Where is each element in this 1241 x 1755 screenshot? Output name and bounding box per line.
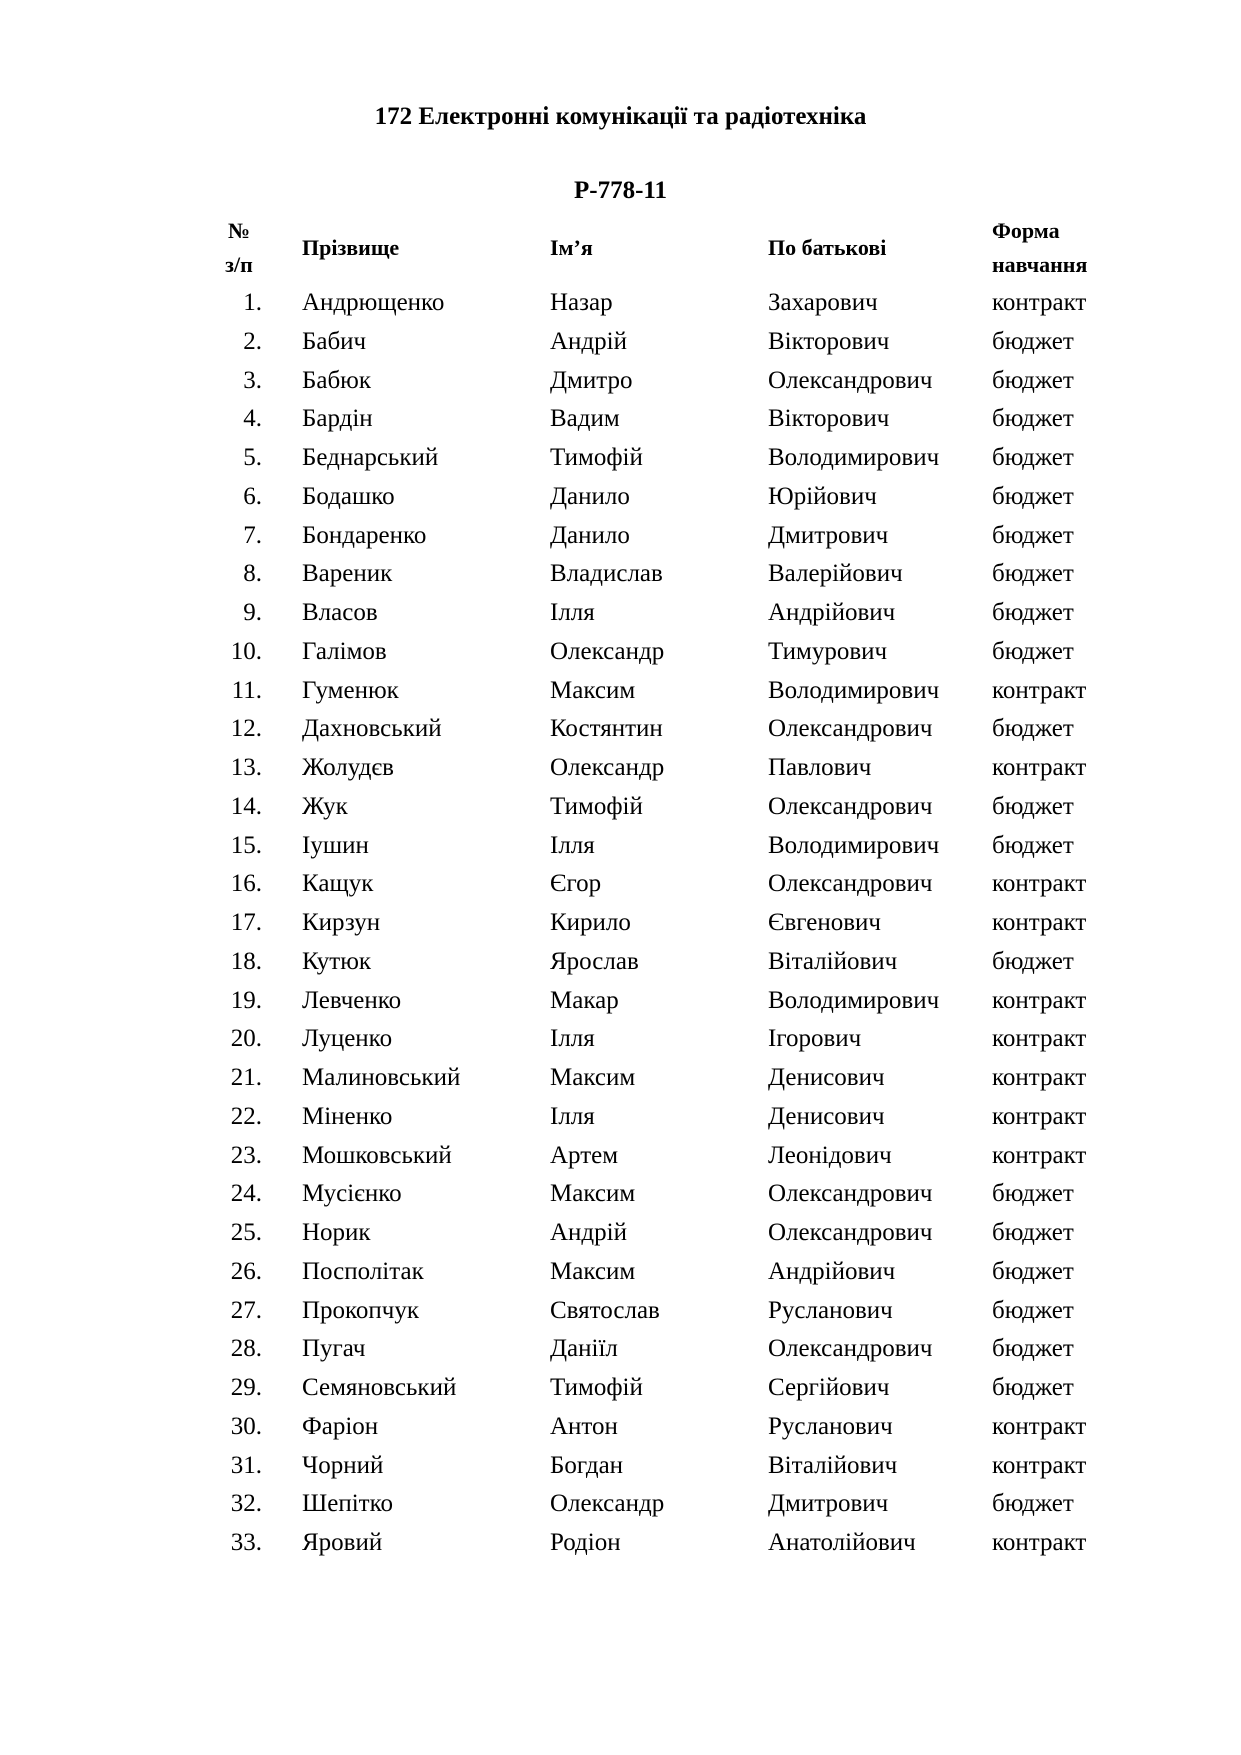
row-patronymic: Вікторович: [768, 327, 890, 355]
row-study-form: бюджет: [992, 715, 1074, 743]
row-study-form: бюджет: [992, 1257, 1074, 1285]
row-patronymic: Андрійович: [768, 1257, 896, 1285]
row-number: 33.: [230, 1529, 262, 1556]
table-row: [196, 1485, 1116, 1524]
row-name: Даніїл: [550, 1335, 618, 1363]
row-study-form: бюджет: [992, 1374, 1074, 1401]
table-row: [196, 710, 1116, 749]
table-row: [196, 982, 1116, 1021]
row-patronymic: Русланович: [768, 1296, 893, 1324]
row-study-form: контракт: [992, 1412, 1087, 1440]
row-study-form: контракт: [992, 754, 1087, 781]
header-row: [196, 212, 1116, 284]
row-surname: Яровий: [302, 1529, 383, 1556]
row-patronymic: Леонідович: [768, 1141, 892, 1169]
row-number: 18.: [230, 947, 262, 975]
row-number: 20.: [230, 1025, 262, 1053]
row-study-form: бюджет: [992, 560, 1074, 588]
row-study-form: бюджет: [992, 1335, 1074, 1363]
row-name: Кирило: [550, 909, 631, 936]
row-name: Ярослав: [550, 947, 639, 975]
row-name: Владислав: [550, 560, 663, 588]
row-patronymic: Русланович: [768, 1412, 893, 1440]
row-study-form: бюджет: [992, 1296, 1074, 1324]
row-patronymic: Юрійович: [768, 482, 877, 510]
row-number: 7.: [243, 521, 262, 549]
row-patronymic: Олександрович: [768, 1335, 933, 1363]
row-surname: Кутюк: [302, 947, 372, 975]
row-name: Олександр: [550, 637, 665, 665]
row-surname: Жолудєв: [302, 754, 394, 781]
row-surname: Норик: [302, 1219, 371, 1246]
row-study-form: контракт: [992, 1451, 1087, 1479]
row-study-form: бюджет: [992, 366, 1074, 394]
row-study-form: контракт: [992, 1141, 1087, 1169]
row-patronymic: Вікторович: [768, 405, 890, 433]
row-surname: Бондаренко: [302, 521, 427, 549]
row-study-form: бюджет: [992, 521, 1074, 549]
row-patronymic: Дмитрович: [768, 521, 889, 549]
row-number: 14.: [230, 792, 262, 820]
student-table: [196, 212, 1116, 1563]
row-name: Максим: [550, 1064, 636, 1091]
header-patronymic: По батькові: [768, 235, 887, 260]
row-name: Артем: [550, 1141, 619, 1169]
row-name: Богдан: [550, 1451, 624, 1479]
row-name: Тимофій: [550, 792, 643, 820]
row-surname: Бабич: [302, 327, 367, 355]
row-number: 22.: [230, 1102, 262, 1130]
table-row: [196, 904, 1116, 943]
row-patronymic: Денисович: [768, 1102, 885, 1130]
row-name: Тимофій: [550, 1374, 643, 1401]
row-name: Ілля: [550, 1025, 595, 1053]
table-row: [196, 1020, 1116, 1059]
row-name: Максим: [550, 676, 636, 704]
row-surname: Власов: [302, 599, 378, 626]
row-surname: Беднарський: [302, 444, 439, 471]
row-name: Ілля: [550, 1102, 595, 1130]
row-study-form: бюджет: [992, 947, 1074, 975]
row-study-form: контракт: [992, 289, 1087, 316]
table-row: [196, 594, 1116, 633]
row-surname: Пугач: [302, 1335, 366, 1363]
row-surname: Бардін: [302, 405, 373, 433]
group-code: Р-778-11: [573, 177, 668, 204]
row-name: Данило: [550, 482, 630, 510]
row-study-form: бюджет: [992, 599, 1074, 626]
row-number: 10.: [230, 637, 262, 665]
row-study-form: бюджет: [992, 637, 1074, 665]
table-row: [196, 362, 1116, 401]
row-patronymic: Тимурович: [768, 637, 888, 665]
row-surname: Кащук: [302, 870, 374, 898]
row-number: 23.: [230, 1141, 262, 1169]
row-study-form: бюджет: [992, 792, 1074, 820]
row-surname: Міненко: [302, 1102, 393, 1130]
row-study-form: бюджет: [992, 444, 1074, 471]
row-patronymic: Володимирович: [768, 986, 940, 1014]
header-study-form-line1: Форма: [992, 218, 1060, 243]
row-patronymic: Олександрович: [768, 1180, 933, 1208]
row-patronymic: Павлович: [768, 754, 872, 781]
row-number: 21.: [230, 1064, 262, 1091]
row-study-form: контракт: [992, 1102, 1087, 1130]
header-study-form-line2: навчання: [992, 252, 1088, 277]
row-number: 2.: [243, 327, 262, 355]
row-number: 4.: [243, 405, 262, 433]
row-number: 5.: [243, 444, 262, 471]
row-number: 17.: [230, 909, 262, 936]
row-number: 13.: [230, 754, 262, 781]
table-row: [196, 323, 1116, 362]
row-surname: Андрющенко: [302, 289, 445, 316]
row-number: 24.: [230, 1180, 262, 1208]
row-surname: Шепітко: [302, 1490, 393, 1518]
row-patronymic: Андрійович: [768, 599, 896, 626]
row-study-form: бюджет: [992, 831, 1074, 859]
header-number: [196, 212, 302, 284]
row-patronymic: Олександрович: [768, 870, 933, 898]
table-row: [196, 555, 1116, 594]
row-name: Данило: [550, 521, 630, 549]
row-patronymic: Анатолійович: [768, 1529, 916, 1556]
table-row: [196, 1175, 1116, 1214]
row-study-form: контракт: [992, 870, 1087, 898]
row-surname: Посполітак: [302, 1257, 424, 1285]
row-number: 26.: [230, 1257, 262, 1285]
row-study-form: бюджет: [992, 1180, 1074, 1208]
row-name: Дмитро: [550, 366, 633, 394]
table-row: [196, 1330, 1116, 1369]
row-study-form: бюджет: [992, 327, 1074, 355]
row-number: 12.: [230, 715, 262, 743]
row-patronymic: Ігорович: [768, 1025, 862, 1053]
table-row: [196, 633, 1116, 672]
row-study-form: контракт: [992, 909, 1087, 936]
table-row: [196, 284, 1116, 323]
table-body: [196, 284, 1116, 1563]
row-patronymic: Віталійович: [768, 1451, 898, 1479]
table-row: [196, 1253, 1116, 1292]
row-number: 15.: [230, 831, 262, 859]
row-number: 16.: [230, 870, 262, 898]
row-surname: Прокопчук: [302, 1296, 420, 1324]
table-row: [196, 1098, 1116, 1137]
row-number: 3.: [243, 366, 262, 394]
row-number: 32.: [230, 1490, 262, 1518]
row-surname: Галімов: [302, 637, 387, 665]
row-surname: Левченко: [302, 986, 402, 1014]
row-name: Костянтин: [550, 715, 663, 743]
row-surname: Мусієнко: [302, 1180, 402, 1208]
row-number: 9.: [243, 599, 262, 626]
row-surname: Луценко: [302, 1025, 393, 1053]
row-number: 6.: [243, 482, 262, 510]
row-study-form: бюджет: [992, 1219, 1074, 1246]
row-patronymic: Олександрович: [768, 792, 933, 820]
row-name: Тимофій: [550, 444, 643, 471]
row-patronymic: Олександрович: [768, 366, 933, 394]
row-number: 11.: [231, 676, 262, 704]
table-row: [196, 1369, 1116, 1408]
row-name: Ілля: [550, 831, 595, 859]
row-name: Ілля: [550, 599, 595, 626]
table-row: [196, 865, 1116, 904]
table-row: [196, 749, 1116, 788]
document-title: 172 Електронні комунікації та радіотехніка: [374, 103, 867, 130]
table-row: [196, 400, 1116, 439]
row-patronymic: Володимирович: [768, 676, 940, 704]
row-number: 30.: [230, 1412, 262, 1440]
row-name: Олександр: [550, 754, 665, 781]
row-surname: Вареник: [302, 560, 393, 588]
table-row: [196, 1524, 1116, 1563]
row-surname: Чорний: [302, 1451, 384, 1479]
row-surname: Бодашко: [302, 482, 395, 510]
header-name: Ім’я: [550, 235, 593, 260]
row-name: Максим: [550, 1257, 636, 1285]
row-patronymic: Володимирович: [768, 444, 940, 471]
row-number: 19.: [230, 986, 262, 1014]
table-row: [196, 943, 1116, 982]
row-study-form: контракт: [992, 1025, 1087, 1053]
row-surname: Кирзун: [302, 909, 381, 936]
row-study-form: бюджет: [992, 405, 1074, 433]
row-study-form: бюджет: [992, 482, 1074, 510]
row-name: Максим: [550, 1180, 636, 1208]
table-row: [196, 1408, 1116, 1447]
row-patronymic: Віталійович: [768, 947, 898, 975]
row-study-form: контракт: [992, 1529, 1087, 1556]
table-row: [196, 827, 1116, 866]
table-header: [196, 212, 1116, 284]
table-row: [196, 1059, 1116, 1098]
header-study-form: [992, 212, 1116, 284]
row-patronymic: Дмитрович: [768, 1490, 889, 1518]
header-number-line2: з/п: [225, 252, 253, 277]
table-row: [196, 1447, 1116, 1486]
row-number: 8.: [243, 560, 262, 588]
row-name: Андрій: [550, 327, 627, 355]
row-patronymic: Євгенович: [768, 909, 881, 936]
table-row: [196, 1214, 1116, 1253]
row-name: Назар: [550, 289, 613, 316]
row-number: 29.: [230, 1374, 262, 1401]
row-number: 1.: [243, 289, 262, 316]
row-number: 28.: [230, 1335, 262, 1363]
table-row: [196, 1137, 1116, 1176]
row-study-form: контракт: [992, 986, 1087, 1014]
table-row: [196, 1292, 1116, 1331]
row-patronymic: Олександрович: [768, 715, 933, 743]
row-patronymic: Валерійович: [768, 560, 903, 588]
row-surname: Жук: [302, 792, 348, 820]
row-name: Макар: [550, 986, 619, 1014]
row-study-form: бюджет: [992, 1490, 1074, 1518]
row-surname: Гуменюк: [302, 676, 399, 704]
row-patronymic: Олександрович: [768, 1219, 933, 1246]
row-patronymic: Сергійович: [768, 1374, 890, 1401]
table-row: [196, 788, 1116, 827]
row-number: 27.: [230, 1296, 262, 1324]
row-name: Андрій: [550, 1219, 627, 1246]
row-name: Єгор: [550, 870, 602, 898]
row-surname: Семяновський: [302, 1374, 457, 1401]
row-name: Родіон: [550, 1529, 621, 1556]
row-surname: Бабюк: [302, 366, 371, 394]
row-patronymic: Захарович: [768, 289, 878, 316]
row-surname: Фаріон: [302, 1412, 379, 1440]
header-number-line1: №: [227, 218, 251, 243]
row-name: Святослав: [550, 1296, 660, 1324]
row-patronymic: Денисович: [768, 1064, 885, 1091]
row-patronymic: Володимирович: [768, 831, 940, 859]
row-number: 25.: [230, 1219, 262, 1246]
row-study-form: контракт: [992, 676, 1087, 704]
table-row: [196, 478, 1116, 517]
row-surname: Іушин: [302, 831, 369, 859]
table-row: [196, 517, 1116, 556]
row-study-form: контракт: [992, 1064, 1087, 1091]
row-surname: Малиновський: [302, 1064, 461, 1091]
table-row: [196, 439, 1116, 478]
row-name: Вадим: [550, 405, 620, 433]
table-row: [196, 672, 1116, 711]
row-surname: Мошковський: [302, 1141, 452, 1169]
header-surname: Прізвище: [302, 235, 400, 260]
row-name: Олександр: [550, 1490, 665, 1518]
row-name: Антон: [550, 1412, 618, 1440]
row-number: 31.: [230, 1451, 262, 1479]
row-surname: Дахновський: [302, 715, 442, 743]
